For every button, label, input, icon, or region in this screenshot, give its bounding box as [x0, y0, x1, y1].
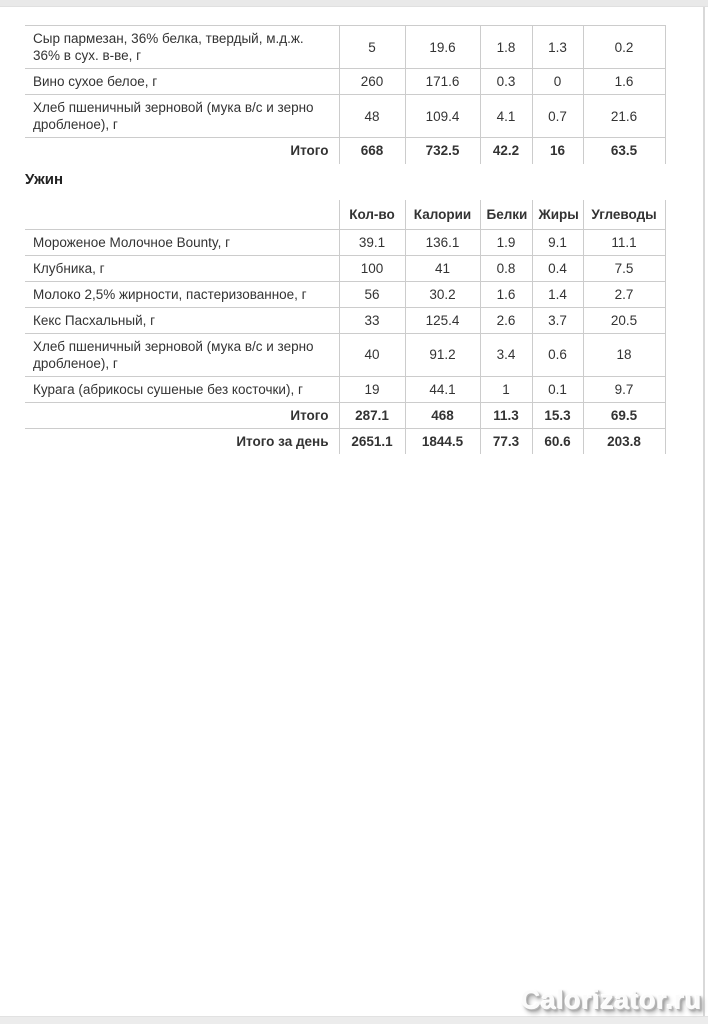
- quantity-cell: 39.1: [339, 229, 405, 255]
- table-row: [25, 255, 665, 281]
- food-name-cell: Сыр пармезан, 36% белка, твердый, м.д.ж. 36% в сух. в-ве, г: [25, 26, 339, 69]
- day-total-calories-cell: 1844.5: [405, 428, 480, 454]
- carbs-cell: 11.1: [583, 229, 665, 255]
- fat-cell: 9.1: [532, 229, 583, 255]
- total-fat-cell: 15.3: [532, 402, 583, 428]
- protein-cell: 4.1: [480, 95, 532, 138]
- meal-total-row: [25, 402, 665, 428]
- fat-column-header: Жиры: [532, 200, 583, 230]
- protein-cell: 1.9: [480, 229, 532, 255]
- day-total-fat-cell: 60.6: [532, 428, 583, 454]
- total-calories-cell: 732.5: [405, 138, 480, 164]
- quantity-cell: 40: [339, 333, 405, 376]
- calories-cell: 41: [405, 255, 480, 281]
- fat-cell: 3.7: [532, 307, 583, 333]
- page-top-edge: [0, 0, 708, 7]
- day-total-label: Итого за день: [25, 428, 339, 454]
- table-row: [25, 69, 665, 95]
- diary-content: [25, 25, 665, 454]
- total-protein-cell: 42.2: [480, 138, 532, 164]
- table-row: [25, 229, 665, 255]
- carbs-cell: 21.6: [583, 95, 665, 138]
- protein-cell: 1.8: [480, 26, 532, 69]
- food-name-cell: Мороженое Молочное Bounty, г: [25, 229, 339, 255]
- total-protein-cell: 11.3: [480, 402, 532, 428]
- food-name-cell: Молоко 2,5% жирности, пастеризованное, г: [25, 281, 339, 307]
- protein-cell: 1.6: [480, 281, 532, 307]
- table-row: [25, 333, 665, 376]
- calories-cell: 171.6: [405, 69, 480, 95]
- fat-cell: 0.4: [532, 255, 583, 281]
- calories-cell: 44.1: [405, 376, 480, 402]
- protein-cell: 0.8: [480, 255, 532, 281]
- calories-cell: 91.2: [405, 333, 480, 376]
- calories-column-header: Калории: [405, 200, 480, 230]
- food-name-cell: Курага (абрикосы сушеные без косточки), г: [25, 376, 339, 402]
- carbs-cell: 18: [583, 333, 665, 376]
- day-total-row: [25, 428, 665, 454]
- name-column-header: [25, 200, 339, 230]
- calories-cell: 30.2: [405, 281, 480, 307]
- protein-cell: 3.4: [480, 333, 532, 376]
- day-total-quantity-cell: 2651.1: [339, 428, 405, 454]
- quantity-cell: 100: [339, 255, 405, 281]
- dinner-section-title: Ужин: [25, 170, 64, 188]
- carbs-cell: 20.5: [583, 307, 665, 333]
- calories-cell: 125.4: [405, 307, 480, 333]
- total-label: Итого: [25, 402, 339, 428]
- total-carbs-cell: 69.5: [583, 402, 665, 428]
- table-row: [25, 26, 665, 69]
- food-name-cell: Хлеб пшеничный зерновой (мука в/с и зерно дробленое), г: [25, 95, 339, 138]
- carbs-cell: 1.6: [583, 69, 665, 95]
- fat-cell: 1.3: [532, 26, 583, 69]
- quantity-column-header: Кол-во: [339, 200, 405, 230]
- calories-cell: 136.1: [405, 229, 480, 255]
- quantity-cell: 48: [339, 95, 405, 138]
- fat-cell: 1.4: [532, 281, 583, 307]
- total-quantity-cell: 287.1: [339, 402, 405, 428]
- day-total-carbs-cell: 203.8: [583, 428, 665, 454]
- calories-cell: 109.4: [405, 95, 480, 138]
- food-name-cell: Вино сухое белое, г: [25, 69, 339, 95]
- carbs-column-header: Углеводы: [583, 200, 665, 230]
- calories-cell: 19.6: [405, 26, 480, 69]
- meal-table-previous: [25, 25, 666, 164]
- meal-total-row: [25, 138, 665, 164]
- protein-cell: 0.3: [480, 69, 532, 95]
- table-row: [25, 307, 665, 333]
- quantity-cell: 260: [339, 69, 405, 95]
- total-fat-cell: 16: [532, 138, 583, 164]
- page-right-edge: [703, 7, 705, 1024]
- total-label: Итого: [25, 138, 339, 164]
- fat-cell: 0.7: [532, 95, 583, 138]
- fat-cell: 0.1: [532, 376, 583, 402]
- protein-cell: 2.6: [480, 307, 532, 333]
- calorizator-watermark-logo: Calorizator.ru: [520, 985, 702, 1015]
- table-row: [25, 95, 665, 138]
- carbs-cell: 0.2: [583, 26, 665, 69]
- food-name-cell: Кекс Пасхальный, г: [25, 307, 339, 333]
- quantity-cell: 56: [339, 281, 405, 307]
- food-name-cell: Хлеб пшеничный зерновой (мука в/с и зерно дробленое), г: [25, 333, 339, 376]
- dinner-table: [25, 200, 666, 455]
- quantity-cell: 33: [339, 307, 405, 333]
- carbs-cell: 2.7: [583, 281, 665, 307]
- fat-cell: 0: [532, 69, 583, 95]
- protein-column-header: Белки: [480, 200, 532, 230]
- carbs-cell: 9.7: [583, 376, 665, 402]
- carbs-cell: 7.5: [583, 255, 665, 281]
- protein-cell: 1: [480, 376, 532, 402]
- day-total-protein-cell: 77.3: [480, 428, 532, 454]
- table-row: [25, 376, 665, 402]
- fat-cell: 0.6: [532, 333, 583, 376]
- dinner-header-row: [25, 200, 665, 230]
- table-row: [25, 281, 665, 307]
- quantity-cell: 5: [339, 26, 405, 69]
- quantity-cell: 19: [339, 376, 405, 402]
- page-bottom-edge: [0, 1016, 708, 1024]
- total-carbs-cell: 63.5: [583, 138, 665, 164]
- total-quantity-cell: 668: [339, 138, 405, 164]
- food-name-cell: Клубника, г: [25, 255, 339, 281]
- total-calories-cell: 468: [405, 402, 480, 428]
